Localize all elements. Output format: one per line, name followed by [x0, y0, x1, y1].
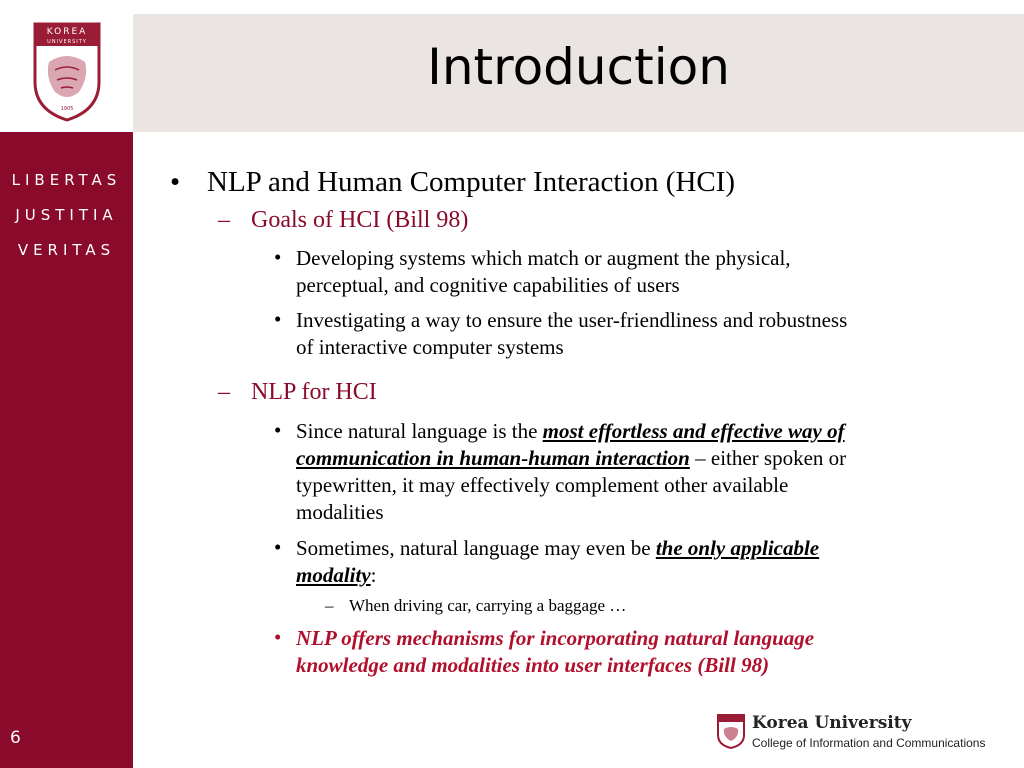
goals-item-2 [296, 307, 986, 361]
goals-heading: Goals of HCI (Bill 98) [251, 207, 469, 233]
goals-item-2-line-2: of interactive computer systems [296, 335, 564, 359]
nlp-item-3-line-1: NLP offers mechanisms for incorporating natural language [296, 626, 815, 650]
goals-item-1-line-2: perceptual, and cognitive capabilities of users [296, 273, 680, 297]
nlp-item-1-emphasis-1: most effortless and effective way of [542, 419, 845, 443]
footer-university-name: Korea University [752, 713, 912, 733]
goals-item-1-line-1: Developing systems which match or augment the physical, [296, 246, 791, 270]
crest-year: 1905 [60, 106, 74, 112]
motto-veritas: VERITAS [17, 241, 116, 259]
crest-sub-text: UNIVERSITY [47, 39, 87, 45]
bullet-dot-icon: • [170, 166, 181, 198]
dash-icon: – [218, 379, 230, 405]
nlp-item-1-prefix: Since natural language is the [296, 419, 543, 443]
dash-icon: – [325, 596, 334, 615]
footer-crest-icon [716, 713, 746, 749]
nlp-item-1-emphasis-2: communication in human-human interaction [296, 446, 690, 470]
nlp-item-1-suffix: – either spoken or [689, 446, 847, 470]
nlp-item-2-emphasis-1: the only applicable [655, 536, 820, 560]
main-bullet: NLP and Human Computer Interaction (HCI) [207, 166, 736, 198]
nlp-item-1-line-3: typewritten, it may effectively complement other available [296, 473, 789, 497]
bullet-dot-icon: • [274, 245, 282, 269]
goals-item-2-line-1: Investigating a way to ensure the user-friendliness and robustness [296, 308, 848, 332]
nlp-sub-item: When driving car, carrying a baggage … [349, 596, 627, 615]
nlp-item-1-line-4: modalities [296, 500, 384, 524]
crest-top-text: KOREA [46, 27, 88, 37]
nlp-item-2-prefix: Sometimes, natural language may even be [296, 536, 656, 560]
motto-libertas: LIBERTAS [11, 171, 122, 189]
nlp-item-1 [296, 418, 986, 526]
bullet-dot-icon: • [274, 535, 282, 559]
slide-title: Introduction [427, 38, 730, 96]
nlp-item-3-line-2: knowledge and modalities into user interfaces (Bill 98) [296, 653, 770, 677]
nlp-item-2-suffix: : [370, 563, 377, 587]
bullet-dot-icon: • [274, 418, 282, 442]
nlp-item-3 [296, 625, 986, 679]
bullet-dot-icon: • [274, 307, 282, 331]
bullet-dot-icon: • [274, 625, 282, 649]
nlp-item-2-emphasis-2: modality [296, 563, 371, 587]
goals-item-1 [296, 245, 986, 299]
nlp-item-2 [296, 535, 986, 589]
motto-justitia: JUSTITIA [15, 206, 118, 224]
dash-icon: – [218, 207, 230, 233]
nlp-for-hci-heading: NLP for HCI [251, 379, 377, 405]
footer-college-name: College of Information and Communications [752, 736, 986, 750]
page-number: 6 [10, 728, 21, 748]
